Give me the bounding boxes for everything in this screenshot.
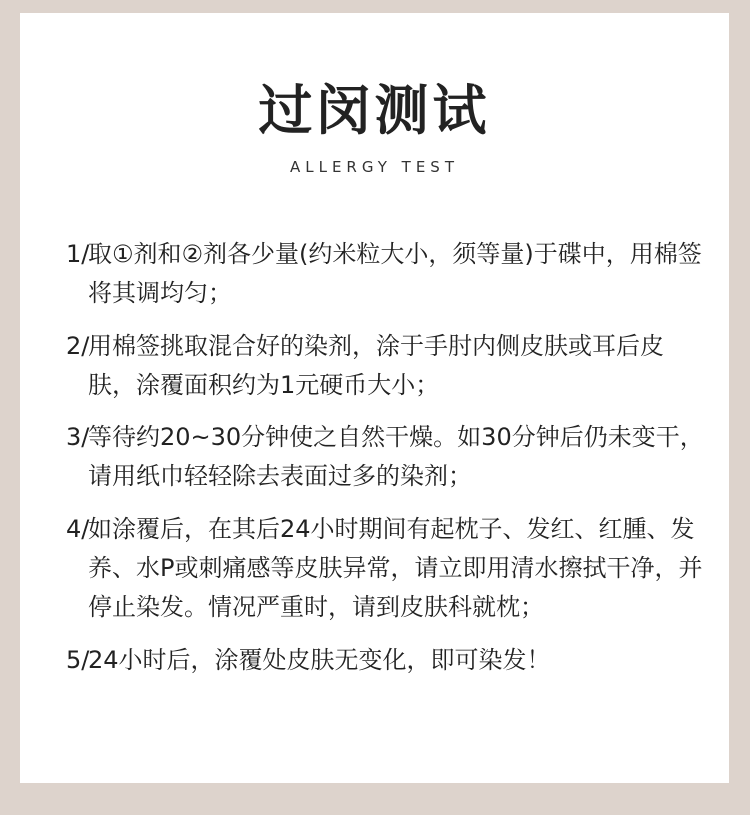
step-text: 24小时后，涂覆处皮肤无变化，即可染发！ [88,646,551,674]
step-number: 4/ [66,515,90,543]
steps-list [66,235,706,680]
step-item [66,510,706,627]
step-item [66,235,706,313]
page-subtitle: ALLERGY TEST [289,158,459,176]
step-number: 3/ [66,423,90,451]
step-text: 取①剂和②剂各少量(约米粒大小，须等量)于碟中，用棉签将其调均匀； [88,240,702,307]
step-text: 如涂覆后，在其后24小时期间有起枕子、发红、红腫、发养、水P或刺痛感等皮肤异常，请立即用清水擦拭干净，并停止染发。情况严重时，请到皮肤科就枕； [88,515,703,621]
step-number: 5/ [66,646,90,674]
content-card [20,13,729,783]
step-item [66,327,706,405]
step-number: 1/ [66,240,90,268]
step-text: 用棉签挑取混合好的染剂，涂于手肘内侧皮肤或耳后皮肤，涂覆面积约为1元硬币大小； [88,332,664,399]
step-text: 等待约20~30分钟使之自然干燥。如30分钟后仍未变干，请用纸巾轻轻除去表面过多的染剂； [88,423,704,490]
step-item [66,641,706,680]
step-item [66,418,706,496]
page-title: 过闵测试 [258,79,491,142]
step-number: 2/ [66,332,90,360]
